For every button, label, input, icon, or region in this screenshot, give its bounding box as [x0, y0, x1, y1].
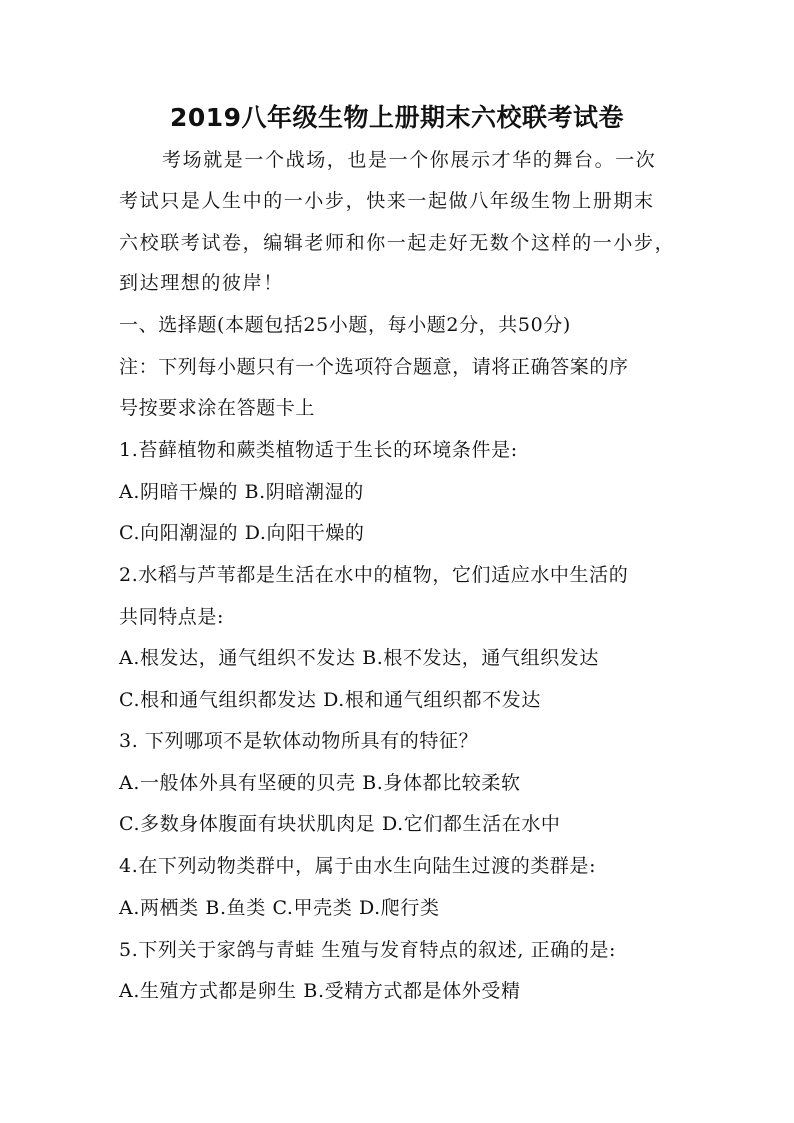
question-3-stem: 3. 下列哪项不是软体动物所具有的特征？ — [119, 730, 479, 752]
question-4-options: A.两栖类 B.鱼类 C.甲壳类 D.爬行类 — [119, 897, 440, 919]
page-title: 2019八年级生物上册期末六校联考试卷 — [169, 103, 625, 132]
note-line: 号按要求涂在答题卡上 — [119, 397, 316, 419]
question-1-stem: 1.苔藓植物和蕨类植物适于生长的环境条件是: — [119, 439, 518, 461]
question-2-options: C.根和通气组织都发达 D.根和通气组织都不发达 — [119, 689, 541, 711]
question-1-options: C.向阳潮湿的 D.向阳干燥的 — [119, 522, 365, 544]
question-2-stem: 共同特点是: — [119, 606, 225, 628]
section-heading: 一、选择题(本题包括25小题，每小题2分，共50分) — [119, 314, 571, 336]
question-4-stem: 4.在下列动物类群中，属于由水生向陆生过渡的类群是: — [119, 855, 597, 877]
question-5-stem: 5.下列关于家鸽与青蛙 生殖与发育特点的叙述, 正确的是: — [119, 939, 617, 961]
note-line: 注：下列每小题只有一个选项符合题意，请将正确答案的序 — [119, 356, 629, 378]
intro-paragraph-line: 考试只是人生中的一小步，快来一起做八年级生物上册期末 — [119, 190, 655, 212]
intro-paragraph-line: 考场就是一个战场，也是一个你展示才华的舞台。一次 — [162, 149, 657, 171]
question-1-options: A.阴暗干燥的 B.阴暗潮湿的 — [119, 481, 364, 503]
question-3-options: A.一般体外具有坚硬的贝壳 B.身体都比较柔软 — [119, 772, 521, 794]
question-2-stem: 2.水稻与芦苇都是生活在水中的植物，它们适应水中生活的 — [119, 564, 629, 586]
question-5-options: A.生殖方式都是卵生 B.受精方式都是体外受精 — [119, 980, 521, 1002]
question-2-options: A.根发达，通气组织不发达 B.根不发达，通气组织发达 — [119, 647, 600, 669]
intro-paragraph-line: 六校联考试卷，编辑老师和你一起走好无数个这样的一小步， — [119, 232, 676, 254]
intro-paragraph-line: 到达理想的彼岸！ — [119, 272, 284, 294]
question-3-options: C.多数身体腹面有块状肌肉足 D.它们都生活在水中 — [119, 813, 561, 835]
